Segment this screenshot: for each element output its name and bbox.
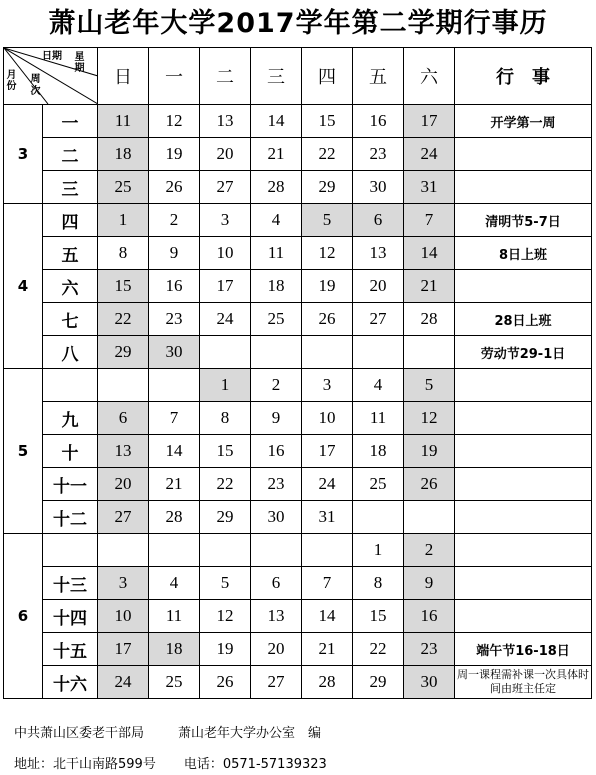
day-cell: 15 (302, 105, 353, 138)
day-cell (98, 534, 149, 567)
week-row (4, 336, 592, 369)
footer-line-2 (14, 753, 327, 772)
day-cell: 30 (404, 666, 455, 699)
week-row (4, 105, 592, 138)
day-cell: 26 (404, 468, 455, 501)
day-cell: 5 (404, 369, 455, 402)
day-cell: 14 (149, 435, 200, 468)
day-cell: 9 (251, 402, 302, 435)
event-note-cell (455, 171, 592, 204)
day-cell (353, 336, 404, 369)
day-cell: 14 (251, 105, 302, 138)
day-cell: 31 (302, 501, 353, 534)
day-cell: 18 (98, 138, 149, 171)
day-cell: 18 (353, 435, 404, 468)
week-row (4, 138, 592, 171)
day-cell: 22 (353, 633, 404, 666)
day-cell (251, 336, 302, 369)
footer-address: 北干山南路599号 (53, 757, 156, 772)
day-cell: 24 (302, 468, 353, 501)
event-note-cell: 8日上班 (455, 237, 592, 270)
day-cell: 19 (302, 270, 353, 303)
day-cell: 20 (353, 270, 404, 303)
day-cell: 27 (251, 666, 302, 699)
week-row (4, 237, 592, 270)
day-cell: 18 (149, 633, 200, 666)
month-cell: 5 (4, 369, 43, 534)
day-cell: 27 (353, 303, 404, 336)
month-cell: 4 (4, 204, 43, 369)
event-note-cell (455, 534, 592, 567)
day-cell (353, 501, 404, 534)
day-cell: 7 (404, 204, 455, 237)
day-cell (98, 369, 149, 402)
week-row (4, 204, 592, 237)
event-note-cell (455, 270, 592, 303)
day-cell (251, 534, 302, 567)
month-cell: 6 (4, 534, 43, 699)
corner-month-label: 月份 (6, 70, 17, 92)
day-cell: 14 (404, 237, 455, 270)
week-number-cell: 十 (43, 435, 98, 468)
weekday-mon: 一 (149, 48, 200, 105)
week-row (4, 435, 592, 468)
day-cell: 21 (302, 633, 353, 666)
day-cell: 4 (251, 204, 302, 237)
day-cell: 22 (98, 303, 149, 336)
day-cell: 16 (353, 105, 404, 138)
week-number-cell: 九 (43, 402, 98, 435)
day-cell: 13 (200, 105, 251, 138)
calendar-table (3, 47, 592, 699)
day-cell: 17 (200, 270, 251, 303)
week-number-cell: 七 (43, 303, 98, 336)
day-cell: 2 (404, 534, 455, 567)
day-cell: 26 (302, 303, 353, 336)
day-cell: 21 (404, 270, 455, 303)
day-cell: 12 (149, 105, 200, 138)
event-note-cell (455, 369, 592, 402)
day-cell: 6 (251, 567, 302, 600)
day-cell: 20 (200, 138, 251, 171)
day-cell: 8 (200, 402, 251, 435)
week-number-cell: 十二 (43, 501, 98, 534)
week-number-cell: 十四 (43, 600, 98, 633)
day-cell: 12 (302, 237, 353, 270)
footer-address-label: 地址： (14, 757, 54, 772)
day-cell: 28 (404, 303, 455, 336)
day-cell (149, 369, 200, 402)
week-number-cell: 六 (43, 270, 98, 303)
day-cell: 19 (149, 138, 200, 171)
day-cell: 12 (404, 402, 455, 435)
day-cell: 25 (149, 666, 200, 699)
day-cell (404, 336, 455, 369)
day-cell: 16 (404, 600, 455, 633)
day-cell: 23 (251, 468, 302, 501)
day-cell: 25 (353, 468, 404, 501)
week-number-cell: 四 (43, 204, 98, 237)
week-row (4, 303, 592, 336)
day-cell: 22 (200, 468, 251, 501)
day-cell: 8 (98, 237, 149, 270)
week-number-cell: 一 (43, 105, 98, 138)
day-cell: 13 (353, 237, 404, 270)
day-cell: 6 (98, 402, 149, 435)
day-cell: 24 (98, 666, 149, 699)
day-cell: 3 (302, 369, 353, 402)
footer-org1: 中共萧山区委老干部局 (14, 726, 145, 741)
day-cell: 24 (404, 138, 455, 171)
day-cell: 26 (200, 666, 251, 699)
day-cell: 12 (200, 600, 251, 633)
day-cell: 11 (98, 105, 149, 138)
week-number-cell: 十五 (43, 633, 98, 666)
event-note-cell: 开学第一周 (455, 105, 592, 138)
day-cell: 5 (302, 204, 353, 237)
day-cell: 23 (404, 633, 455, 666)
day-cell (404, 501, 455, 534)
day-cell: 13 (251, 600, 302, 633)
weekday-sun: 日 (98, 48, 149, 105)
event-note-cell: 清明节5-7日 (455, 204, 592, 237)
day-cell: 25 (98, 171, 149, 204)
day-cell: 20 (251, 633, 302, 666)
footer-phone: 0571-57139323 (222, 757, 327, 772)
day-cell: 18 (251, 270, 302, 303)
week-number-cell: 十一 (43, 468, 98, 501)
day-cell: 27 (98, 501, 149, 534)
day-cell (149, 534, 200, 567)
day-cell: 15 (200, 435, 251, 468)
day-cell: 13 (98, 435, 149, 468)
week-number-cell: 二 (43, 138, 98, 171)
week-number-cell (43, 534, 98, 567)
day-cell (200, 336, 251, 369)
day-cell: 30 (353, 171, 404, 204)
week-row (4, 270, 592, 303)
day-cell: 21 (251, 138, 302, 171)
event-note-cell (455, 468, 592, 501)
weekday-tue: 二 (200, 48, 251, 105)
day-cell (302, 534, 353, 567)
day-cell: 17 (404, 105, 455, 138)
weekday-sat: 六 (404, 48, 455, 105)
week-number-cell: 五 (43, 237, 98, 270)
week-number-cell: 八 (43, 336, 98, 369)
month-cell: 3 (4, 105, 43, 204)
day-cell: 30 (149, 336, 200, 369)
day-cell: 3 (200, 204, 251, 237)
footer-line-1 (14, 722, 321, 741)
day-cell: 23 (353, 138, 404, 171)
week-row (4, 567, 592, 600)
day-cell: 24 (200, 303, 251, 336)
day-cell: 26 (149, 171, 200, 204)
day-cell (200, 534, 251, 567)
day-cell: 1 (353, 534, 404, 567)
day-cell: 28 (149, 501, 200, 534)
day-cell: 19 (404, 435, 455, 468)
week-row (4, 666, 592, 699)
weekday-wed: 三 (251, 48, 302, 105)
day-cell: 4 (353, 369, 404, 402)
corner-weekday-label: 星期 (74, 52, 85, 74)
day-cell: 6 (353, 204, 404, 237)
day-cell: 21 (149, 468, 200, 501)
day-cell: 23 (149, 303, 200, 336)
event-note-cell: 周一课程需补课一次具体时间由班主任定 (455, 666, 592, 699)
day-cell: 31 (404, 171, 455, 204)
day-cell: 15 (353, 600, 404, 633)
day-cell: 25 (251, 303, 302, 336)
day-cell: 7 (302, 567, 353, 600)
day-cell: 9 (404, 567, 455, 600)
day-cell: 8 (353, 567, 404, 600)
week-number-cell: 十六 (43, 666, 98, 699)
day-cell: 10 (200, 237, 251, 270)
event-note-cell (455, 402, 592, 435)
week-row (4, 633, 592, 666)
day-cell: 16 (251, 435, 302, 468)
week-row (4, 501, 592, 534)
week-number-cell: 三 (43, 171, 98, 204)
day-cell: 9 (149, 237, 200, 270)
event-note-cell (455, 600, 592, 633)
day-cell: 11 (353, 402, 404, 435)
day-cell: 22 (302, 138, 353, 171)
day-cell: 28 (302, 666, 353, 699)
weekday-thu: 四 (302, 48, 353, 105)
day-cell: 10 (98, 600, 149, 633)
day-cell: 29 (302, 171, 353, 204)
day-cell: 15 (98, 270, 149, 303)
day-cell: 29 (200, 501, 251, 534)
day-cell (302, 336, 353, 369)
corner-cell (4, 48, 98, 105)
day-cell: 20 (98, 468, 149, 501)
week-row (4, 171, 592, 204)
weekday-fri: 五 (353, 48, 404, 105)
day-cell: 29 (353, 666, 404, 699)
page-title: 萧山老年大学2017学年第二学期行事历 (48, 8, 548, 39)
day-cell: 29 (98, 336, 149, 369)
day-cell: 2 (149, 204, 200, 237)
week-row (4, 468, 592, 501)
week-row (4, 534, 592, 567)
corner-week-label: 周次 (30, 74, 41, 97)
day-cell: 3 (98, 567, 149, 600)
day-cell: 14 (302, 600, 353, 633)
week-row (4, 600, 592, 633)
event-note-cell (455, 138, 592, 171)
week-row (4, 402, 592, 435)
day-cell: 27 (200, 171, 251, 204)
footer-phone-label: 电话： (183, 757, 223, 772)
day-cell: 4 (149, 567, 200, 600)
day-cell: 30 (251, 501, 302, 534)
day-cell: 2 (251, 369, 302, 402)
day-cell: 5 (200, 567, 251, 600)
week-number-cell: 十三 (43, 567, 98, 600)
events-header: 行 事 (455, 48, 592, 105)
day-cell: 19 (200, 633, 251, 666)
day-cell: 1 (98, 204, 149, 237)
day-cell: 17 (302, 435, 353, 468)
corner-date-label: 日期 (42, 51, 62, 62)
event-note-cell (455, 501, 592, 534)
event-note-cell (455, 435, 592, 468)
day-cell: 17 (98, 633, 149, 666)
day-cell: 28 (251, 171, 302, 204)
event-note-cell: 劳动节29-1日 (455, 336, 592, 369)
week-number-cell (43, 369, 98, 402)
day-cell: 16 (149, 270, 200, 303)
day-cell: 7 (149, 402, 200, 435)
event-note-cell (455, 567, 592, 600)
event-note-cell: 28日上班 (455, 303, 592, 336)
footer-org2: 萧山老年大学办公室 编 (178, 726, 322, 741)
header-row (4, 48, 592, 105)
day-cell: 11 (149, 600, 200, 633)
day-cell: 10 (302, 402, 353, 435)
event-note-cell: 端午节16-18日 (455, 633, 592, 666)
day-cell: 11 (251, 237, 302, 270)
day-cell: 1 (200, 369, 251, 402)
week-row (4, 369, 592, 402)
